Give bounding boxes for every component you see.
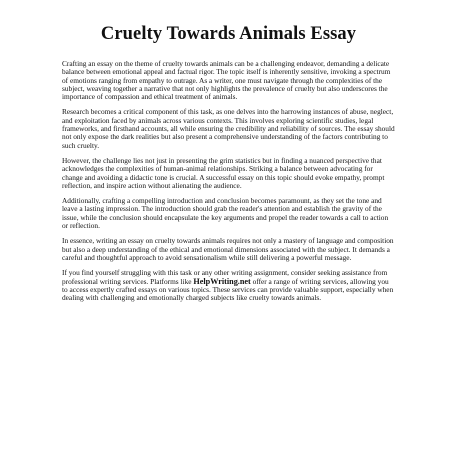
document-title: Cruelty Towards Animals Essay — [100, 24, 357, 44]
closing-text-after: offer a range of writing services, allowing you to access expertly crafted essays on various topics. These services can provide valuable support, especially when dealing with challenging and emotionally charged subjects like cruelty towards animals. — [62, 276, 394, 303]
paragraph-research: Research becomes a critical component of this task, as one delves into the harrowing instances of abuse, neglect, and exploitation faced by animals across various contexts. This involves exploring scientific studies, legal frameworks, and firsthand accounts, all while ensuring the credibility and reliability of sources. The essay should not only expose the dark realities but also present a comprehensive understanding of the factors contributing to such cruelty. — [62, 107, 395, 150]
paragraph-intro: Crafting an essay on the theme of cruelty towards animals can be a challenging endeavor, demanding a delicate balance between emotional appeal and factual rigor. The topic itself is inherently sensitive, invoking a spectrum of emotions ranging from empathy to outrage. As a writer, one must navigate through the complexities of the subject, weaving together a narrative that not only highlights the prevalence of cruelty but also underscores the importance of compassion and ethical treatment of animals. — [62, 59, 391, 102]
paragraph-introduction-conclusion: Additionally, crafting a compelling introduction and conclusion becomes paramount, as they set the tone and leave a lasting impression. The introduction should grab the reader's attention and establish the gravity of the issue, while the conclusion should encapsulate the key arguments and propel the reader towards a call to action or reflection. — [62, 196, 389, 231]
paragraph-essence: In essence, writing an essay on cruelty towards animals requires not only a mastery of language and composition but also a deep understanding of the ethical and emotional dimensions associated with the subject. It demands a careful and thoughtful approach to avoid sensationalism while still delivering a powerful message. — [62, 236, 394, 262]
brand-name: HelpWriting.net — [193, 276, 251, 286]
paragraph-closing — [62, 269, 395, 302]
document-body — [62, 60, 395, 302]
paragraph-challenge: However, the challenge lies not just in presenting the grim statistics but in finding a nuanced perspective that acknowledges the complexities of human-animal relationships. Striking a balance between advocating for change and avoiding a didactic tone is crucial. A successful essay on this topic should evoke empathy, prompt reflection, and inspire action without alienating the audience. — [62, 155, 385, 190]
closing-text-before: If you find yourself struggling with this task or any other writing assignment, consider seeking assistance from professional writing services. Platforms like — [62, 268, 388, 286]
